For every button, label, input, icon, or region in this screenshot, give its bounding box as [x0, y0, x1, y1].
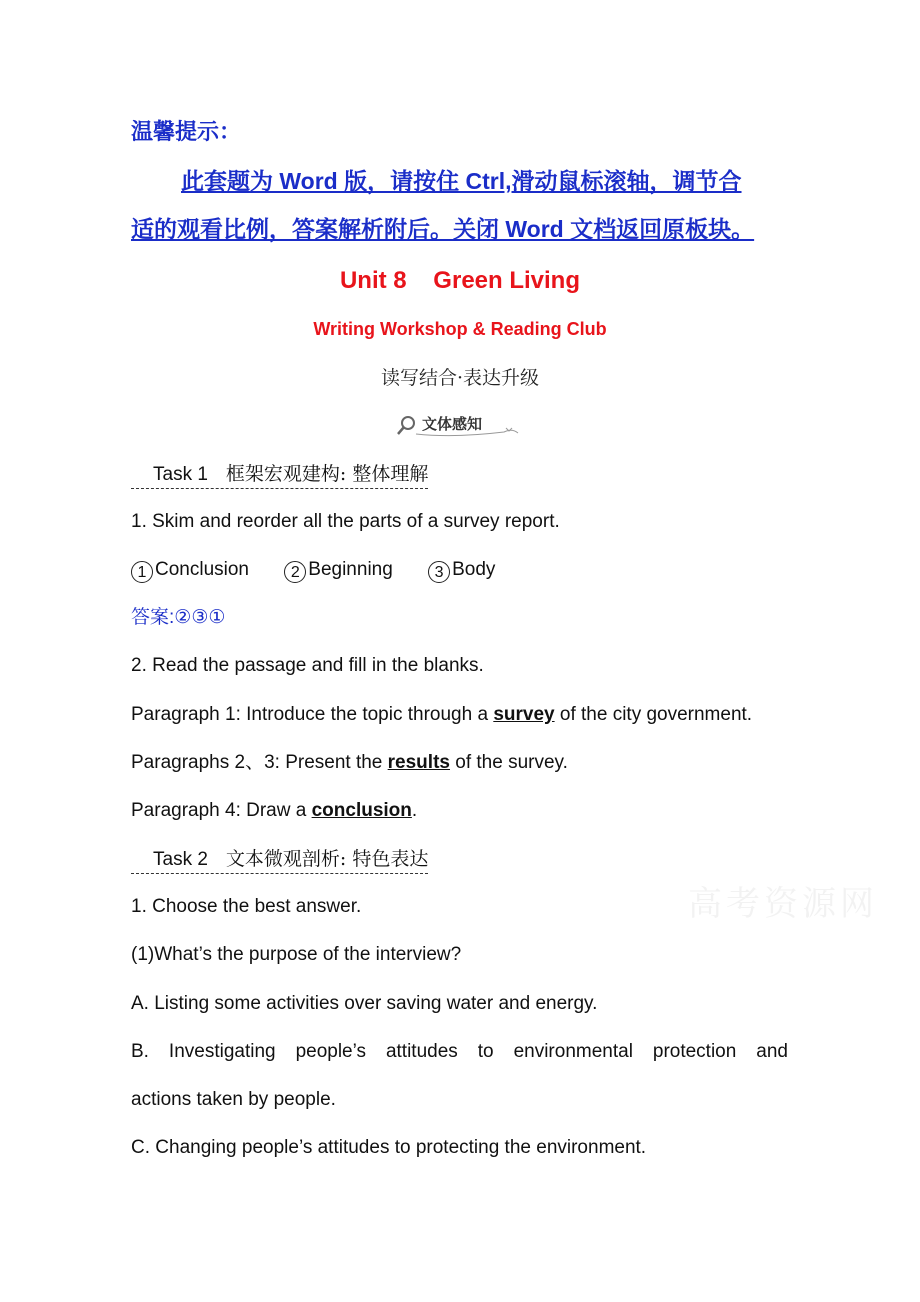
circled-number: 1	[131, 561, 153, 583]
text-segment: of the city government.	[554, 704, 753, 725]
tip-line-1: 此套题为 Word 版，请按住 Ctrl,滑动鼠标滚轴，调节合	[181, 168, 742, 194]
text-segment: .	[411, 800, 418, 821]
paragraph-4-line	[131, 799, 417, 823]
choice-a: A. Listing some activities over saving water and energy.	[131, 993, 598, 1014]
task1-options	[131, 558, 525, 583]
blank-answer: results	[387, 752, 450, 773]
task1-label: Task 1	[153, 464, 208, 485]
unit-title: Unit 8 Green Living	[339, 267, 581, 294]
text-segment: Paragraph 4: Draw a	[131, 800, 312, 821]
option-3	[428, 559, 495, 580]
option-text: Conclusion	[155, 559, 249, 580]
watermark: 高考资源网	[688, 884, 878, 924]
task1-heading	[131, 462, 428, 489]
blank-answer: conclusion	[311, 800, 412, 821]
tip-title: 温馨提示：	[131, 119, 242, 144]
choice-b-line-2: actions taken by people.	[131, 1089, 336, 1110]
text-segment: Paragraphs 2、3: Present the	[131, 752, 388, 773]
option-2	[284, 559, 393, 580]
text-segment: of the survey.	[449, 752, 568, 773]
circled-number: 3	[428, 561, 450, 583]
option-text: Body	[452, 559, 496, 580]
choice-b-line-1: B. Investigating people’s attitudes to environmental protection and	[131, 1041, 788, 1062]
task1-question-1: 1. Skim and reorder all the parts of a survey report.	[131, 511, 560, 532]
genre-badge	[394, 412, 522, 438]
task1-question-2: 2. Read the passage and fill in the blanks.	[131, 655, 484, 676]
task2-cn: 文本微观剖析: 特色表达	[225, 848, 429, 870]
paragraph-1-line	[131, 703, 752, 727]
answer-value: ②③①	[174, 607, 226, 628]
text-segment: Paragraph 1: Introduce the topic through a	[131, 704, 494, 725]
choice-c: C. Changing people’s attitudes to protecting the environment.	[131, 1137, 647, 1158]
blank-answer: survey	[493, 704, 555, 725]
task2-subquestion-1: (1)What’s the purpose of the interview?	[131, 944, 462, 965]
option-1	[131, 559, 249, 580]
task2-heading	[131, 847, 428, 874]
task1-answer	[131, 606, 225, 630]
badge-label: 文体感知	[422, 416, 483, 433]
task1-cn: 框架宏观建构: 整体理解	[225, 463, 429, 485]
answer-label: 答案:	[131, 607, 175, 628]
unit-subtitle: Writing Workshop & Reading Club	[313, 319, 607, 339]
circled-number: 2	[284, 561, 306, 583]
task2-label: Task 2	[153, 849, 208, 870]
tip-line-2: 适的观看比例，答案解析附后。关闭 Word 文档返回原板块。	[131, 216, 755, 242]
option-text: Beginning	[308, 559, 393, 580]
task2-question-1: 1. Choose the best answer.	[131, 896, 362, 917]
paragraph-2-line	[131, 751, 568, 775]
section-heading: 读写结合·表达升级	[380, 367, 540, 389]
